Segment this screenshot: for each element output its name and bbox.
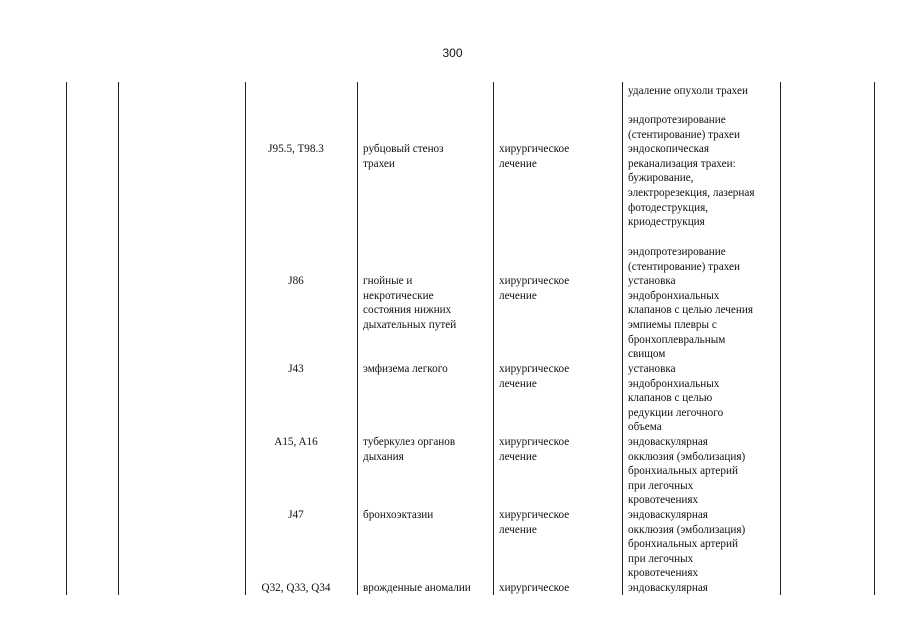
diagnosis-cell: гнойные и некротические состояния нижних дыхательных путей bbox=[363, 275, 457, 331]
icd-code-cell: J47 bbox=[288, 509, 304, 521]
icd-code-cell: A15, A16 bbox=[274, 436, 318, 448]
icd-code-cell: J86 bbox=[288, 275, 304, 287]
icd-code-cell: J95.5, T98.3 bbox=[268, 143, 324, 155]
method-cell: эндопротезирование (стентирование) трахеи эндоскопическая реканализация трахеи: бужирование, электрорезекция, лазерная фотодеструкция, криодеструкция bbox=[628, 114, 755, 229]
diagnosis-cell: эмфизема легкого bbox=[363, 363, 448, 375]
treatment-cell: хирургическое лечение bbox=[499, 509, 570, 536]
method-cell: установка эндобронхиальных клапанов с целью редукции легочного объема bbox=[628, 363, 724, 434]
page-number: 300 bbox=[442, 46, 463, 60]
icd-code-cell: Q32, Q33, Q34 bbox=[261, 582, 331, 594]
column-divider bbox=[780, 82, 781, 595]
column-divider bbox=[493, 82, 494, 595]
column-divider bbox=[357, 82, 358, 595]
diagnosis-cell: туберкулез органов дыхания bbox=[363, 436, 456, 463]
treatment-cell: хирургическое bbox=[499, 582, 570, 594]
method-cell: эндоваскулярная bbox=[628, 582, 708, 594]
column-divider bbox=[622, 82, 623, 595]
diagnosis-cell: бронхоэктазии bbox=[363, 509, 434, 521]
treatment-cell: хирургическое лечение bbox=[499, 143, 570, 170]
method-cell: удаление опухоли трахеи bbox=[628, 85, 748, 97]
column-divider bbox=[874, 82, 875, 595]
method-cell: эндопротезирование (стентирование) трахеи установка эндобронхиальных клапанов с целью лечения эмпиемы плевры с бронхоплевральным свищом bbox=[628, 246, 753, 361]
diagnosis-cell: врожденные аномалии bbox=[363, 582, 471, 594]
column-divider bbox=[66, 82, 67, 595]
icd-code-cell: J43 bbox=[288, 363, 304, 375]
column-divider bbox=[118, 82, 119, 595]
treatment-cell: хирургическое лечение bbox=[499, 275, 570, 302]
treatment-cell: хирургическое лечение bbox=[499, 436, 570, 463]
method-cell: эндоваскулярная окклюзия (эмболизация) бронхиальных артерий при легочных кровотечениях bbox=[628, 436, 746, 507]
method-cell: эндоваскулярная окклюзия (эмболизация) бронхиальных артерий при легочных кровотечениях bbox=[628, 509, 746, 580]
treatment-cell: хирургическое лечение bbox=[499, 363, 570, 390]
diagnosis-cell: рубцовый стеноз трахеи bbox=[363, 143, 444, 170]
